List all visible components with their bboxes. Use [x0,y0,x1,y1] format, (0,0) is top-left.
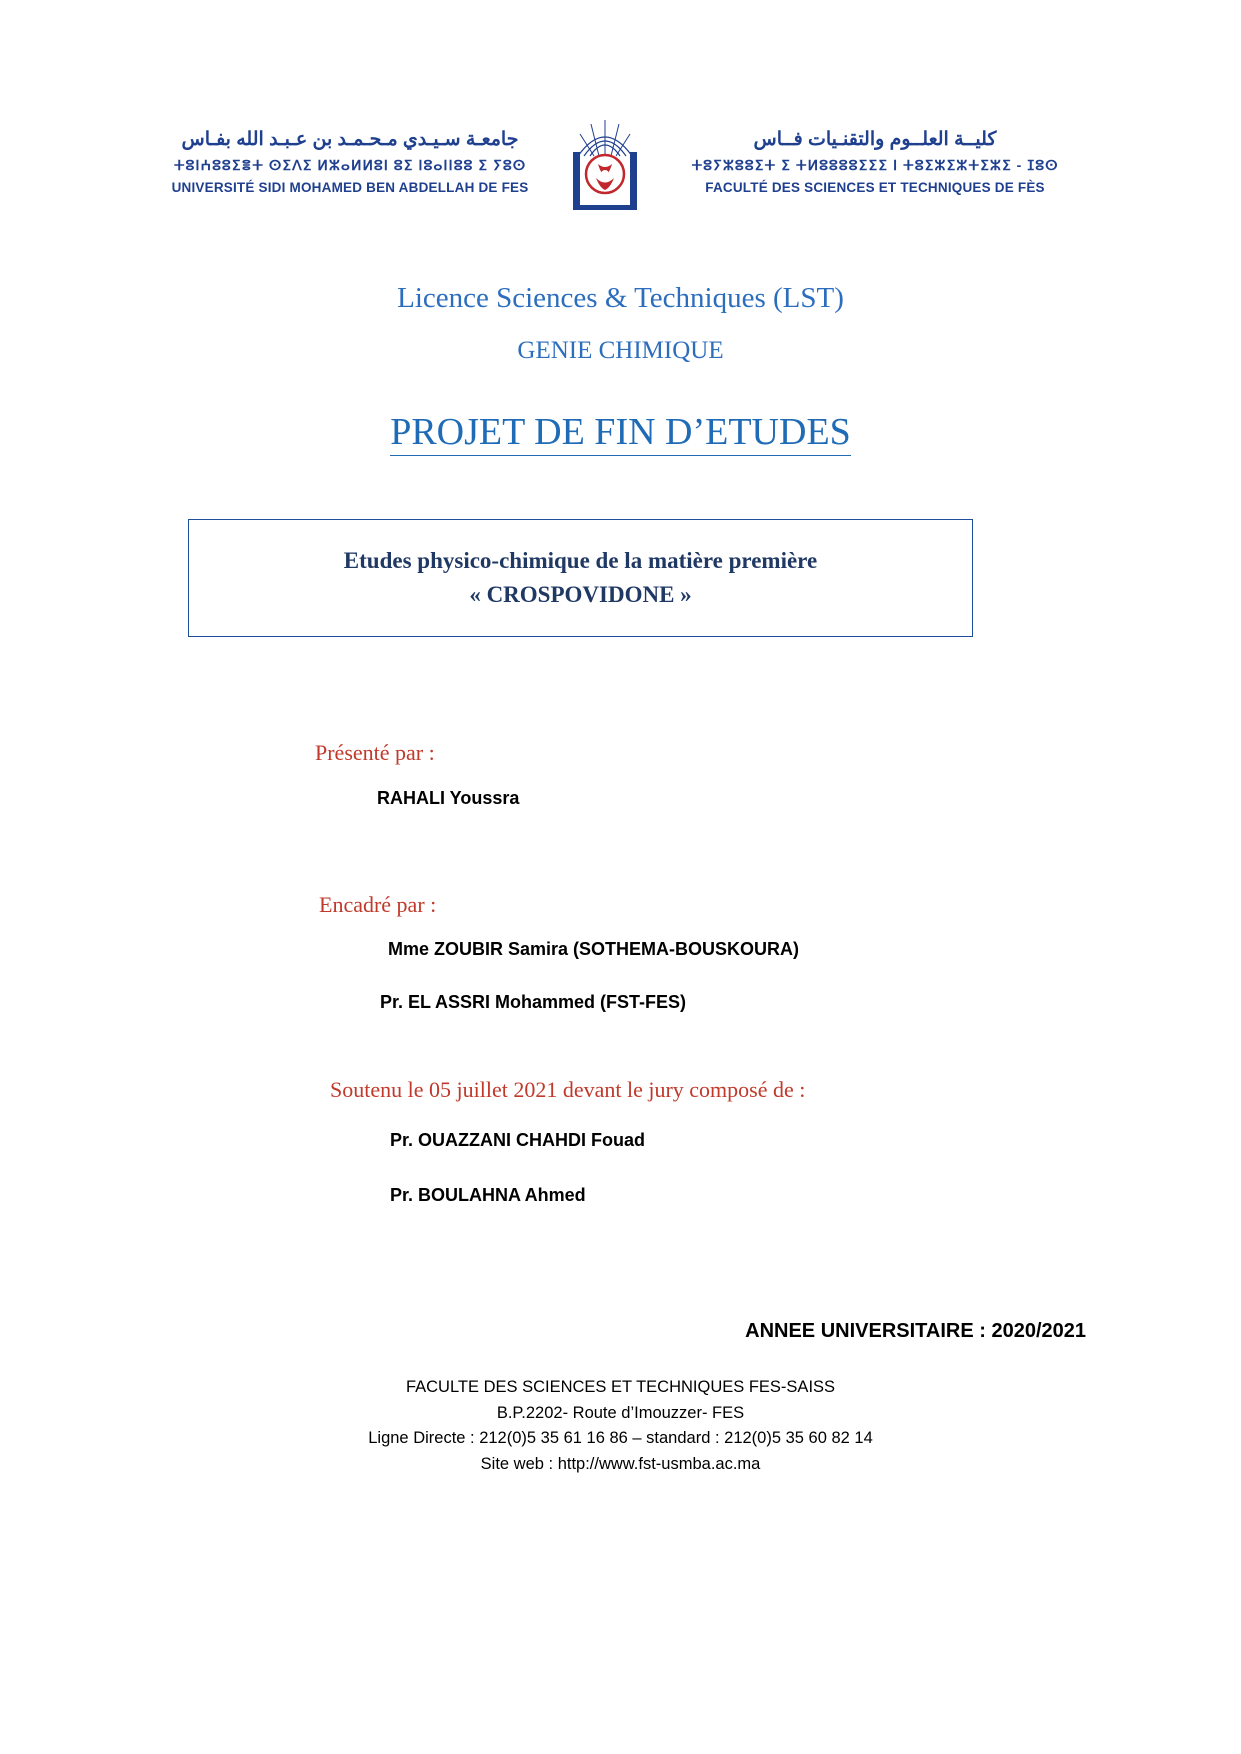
usmba-logo-icon [558,112,653,212]
specialty-title: GENIE CHIMIQUE [517,337,724,364]
faculty-name-latin: FACULTÉ DES SCIENCES ET TECHNIQUES DE FÈS [705,179,1045,195]
supervisor-name: Pr. EL ASSRI Mohammed (FST-FES) [380,992,687,1012]
university-identity [150,127,550,197]
academic-year: ANNEE UNIVERSITAIRE : 2020/2021 [745,1320,1086,1342]
supervised-by-label: Encadré par : [319,892,437,917]
university-name-tifinagh: ⵜⵓⵏⵄⵓⵓⵉⴻⵜ ⵙⵉⴷⵉ ⵍⵣⴰⵍⵍⵓⵏ ⵓⵉ ⵏⵓⴰⵏⵏⵓⵓ ⵉ ⵢⵓⵙ [173,156,527,173]
document-type-text: PROJET DE FIN D’ETUDES [390,411,851,456]
degree-title: Licence Sciences & Techniques (LST) [397,282,844,314]
university-name-latin: UNIVERSITÉ SIDI MOHAMED BEN ABDELLAH DE FES [171,179,529,195]
defense-label: Soutenu le 05 juillet 2021 devant le jury composé de : [330,1077,806,1102]
subject-line-2: « CROSPOVIDONE » [469,582,692,607]
document-footer [0,1375,1241,1477]
student-name: RAHALI Youssra [377,788,520,808]
supervisor-name: Mme ZOUBIR Samira (SOTHEMA-BOUSKOURA) [388,939,800,959]
university-name-arabic: جامعـة سـيـدي مـحـمـد بن عـبـد الله بفـاس [181,129,519,151]
presented-by-label: Présenté par : [315,740,435,765]
jury-member-name: Pr. OUAZZANI CHAHDI Fouad [390,1130,645,1150]
footer-line-2: B.P.2202- Route d’Imouzzer- FES [496,1403,745,1422]
footer-line-4: Site web : http://www.fst-usmba.ac.ma [480,1454,761,1473]
footer-line-1: FACULTE DES SCIENCES ET TECHNIQUES FES-SAISS [405,1378,836,1396]
jury-member-name: Pr. BOULAHNA Ahmed [390,1185,586,1205]
faculty-identity [660,127,1090,197]
document-type-title [0,410,1241,454]
subject-box [188,519,973,637]
subject-line-1: Etudes physico-chimique de la matière première [343,548,818,573]
faculty-name-arabic: كليــة العلــوم والتقنـيات فــاس [753,129,997,151]
footer-line-3: Ligne Directe : 212(0)5 35 61 16 86 – standard : 212(0)5 35 60 82 14 [368,1429,873,1448]
faculty-name-tifinagh: ⵜⵓⵢⵣⵓⵓⵉⵜ ⵉ ⵜⵍⵓⵓⵓⵓⵉⵉⵉ ⵏ ⵜⵓⵉⵣⵉⵣⵜⵉⵣⵉ - ⵊⵓⵙ [691,156,1059,173]
document-header [150,112,1090,212]
